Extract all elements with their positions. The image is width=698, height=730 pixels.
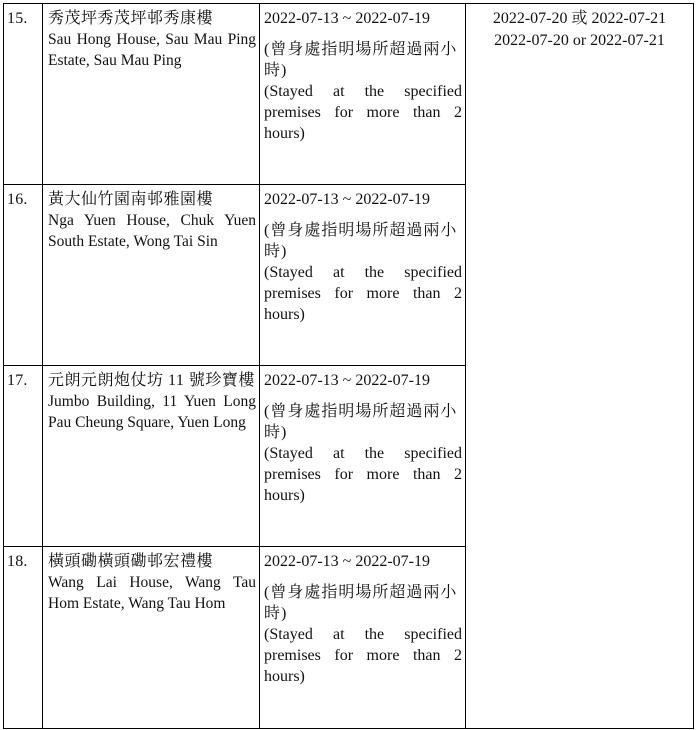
- location-name-en: Wang Lai House, Wang Tau Hom Estate, Wang Tau Hom: [48, 574, 256, 612]
- date-cell: [260, 547, 466, 729]
- stay-note-en: (Stayed at the specified premises for more than 2 hours): [264, 626, 462, 685]
- location-cell: [43, 366, 260, 547]
- location-name-zh: 黃大仙竹園南邨雅園樓: [48, 191, 214, 208]
- stay-note-zh: (曾身處指明場所超過兩小時): [264, 41, 458, 79]
- table-row: [4, 4, 694, 185]
- row-number-cell: [4, 366, 43, 547]
- testing-dates-zh: 2022-07-20 或 2022-07-21: [492, 10, 667, 27]
- date-cell: [260, 366, 466, 547]
- stay-note-zh: (曾身處指明場所超過兩小時): [264, 222, 458, 260]
- stay-note-en: (Stayed at the specified premises for more than 2 hours): [264, 264, 462, 323]
- date-cell: [260, 4, 466, 185]
- row-number: 15.: [7, 10, 28, 27]
- specified-premises-table: [3, 3, 694, 729]
- location-name-en: Jumbo Building, 11 Yuen Long Pau Cheung Square, Yuen Long: [48, 393, 256, 431]
- date-range: 2022-07-13 ~ 2022-07-19: [264, 553, 430, 570]
- location-cell: [43, 547, 260, 729]
- location-cell: [43, 185, 260, 366]
- stay-note-en: (Stayed at the specified premises for more than 2 hours): [264, 83, 462, 142]
- location-name-zh: 橫頭磡橫頭磡邨宏禮樓: [48, 553, 214, 570]
- date-range: 2022-07-13 ~ 2022-07-19: [264, 191, 430, 208]
- stay-note-zh: (曾身處指明場所超過兩小時): [264, 403, 458, 441]
- row-number: 16.: [7, 191, 28, 208]
- location-name-en: Sau Hong House, Sau Mau Ping Estate, Sau Mau Ping: [48, 31, 256, 69]
- testing-dates-en: 2022-07-20 or 2022-07-21: [494, 32, 665, 49]
- location-name-zh: 秀茂坪秀茂坪邨秀康樓: [48, 10, 214, 27]
- row-number-cell: [4, 547, 43, 729]
- location-cell: [43, 4, 260, 185]
- row-number-cell: [4, 185, 43, 366]
- stay-note-en: (Stayed at the specified premises for more than 2 hours): [264, 445, 462, 504]
- stay-note-zh: (曾身處指明場所超過兩小時): [264, 584, 458, 622]
- testing-dates-cell: [466, 4, 694, 729]
- location-name-en: Nga Yuen House, Chuk Yuen South Estate, Wong Tai Sin: [48, 212, 256, 250]
- row-number: 18.: [7, 553, 28, 570]
- row-number: 17.: [7, 372, 28, 389]
- date-cell: [260, 185, 466, 366]
- date-range: 2022-07-13 ~ 2022-07-19: [264, 10, 430, 27]
- location-name-zh: 元朗元朗炮仗坊 11 號珍寶樓: [48, 372, 255, 389]
- row-number-cell: [4, 4, 43, 185]
- date-range: 2022-07-13 ~ 2022-07-19: [264, 372, 430, 389]
